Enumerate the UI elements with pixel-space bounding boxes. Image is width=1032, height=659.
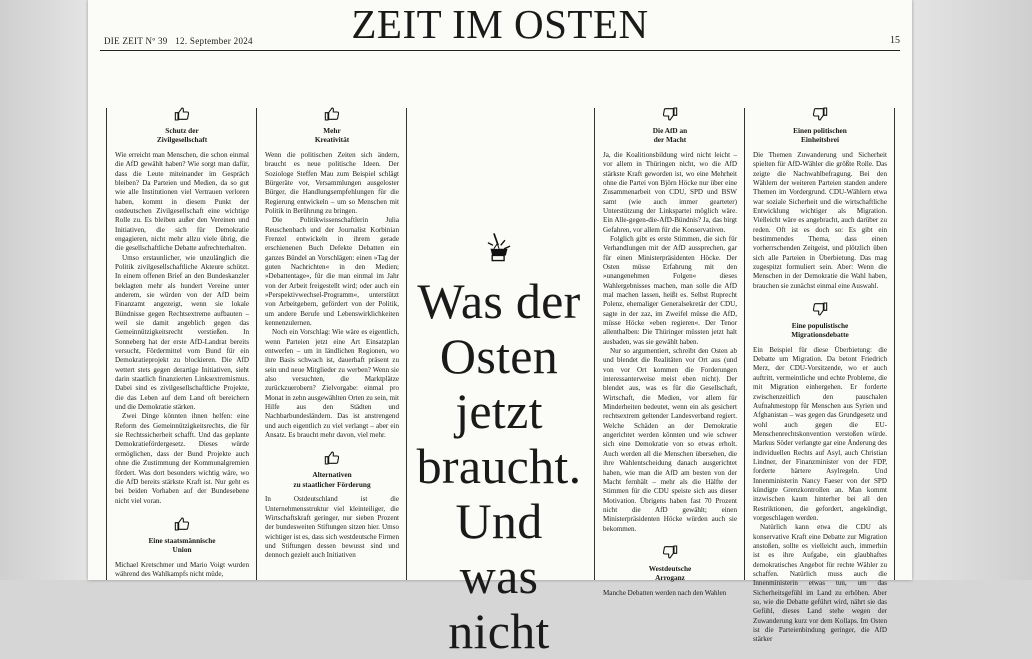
- masthead: ZEIT IM OSTEN: [351, 1, 649, 47]
- scan-edge-right: [912, 0, 1032, 580]
- thumbs-up-icon: [324, 106, 340, 122]
- thumbs-up-icon: [324, 450, 340, 466]
- section-heading: Schutz der Zivilgesellschaft: [156, 126, 208, 145]
- paragraph: Wenn die politischen Zeiten sich ändern, braucht es neue politische Ideen. Der Soziologe Steffen Mau zum Beispiel schlägt Bürgeräte vor, Versammlungen ausgeloster Bürger, die Handlungsempfehlungen für die Regierung entwickeln – um so Menschen mit Politik in Berührung zu bringen.: [265, 150, 399, 215]
- paragraph: Michael Kretschmer und Mario Voigt wurden während des Wahlkampfs nicht müde,: [115, 560, 249, 579]
- column-contra-1: [603, 100, 737, 597]
- thumbs-down-icon: [812, 106, 828, 122]
- headline-line: Was der: [417, 273, 581, 329]
- paragraph: Noch ein Vorschlag: Wie wäre es eigentlich, wenn Parteien jetzt eine Art Einsatzplan entwerfen – um in ländlichen Regionen, wo ihre Basis schwach ist, dauerhaft präsent zu sein und neue Mitglieder zu werben? Wenn sie also versuchten, die Marktplätze zurückzuerobern? Zielvorgabe: einmal pro Monat in zehn ausgewählten Orten zu sein, mit Hilfe aus den Städten und Nachbarbundesländern. Das ist anstrengend und auch eigentlich zu viel verlangt – aber ein Ansatz. Es braucht mehr davon, viel mehr.: [265, 328, 399, 440]
- paragraph: Die Themen Zuwanderung und Sicherheit spielten für AfD-Wähler die größte Rolle. Das zeigte die Nachwahlbefragung. Bei den Wählern der weiteren Parteien standen andere Themen im Vordergrund. CDU-Wählern etwa war soziale Sicherheit und die wirtschaftliche Entwicklung wichtiger als Migration. Vielleicht wäre es angebracht, auch darüber zu reden. Oft ist es doch so: Es gibt ein bestimmendes Thema, dass einen vorherrschenden Zeitgeist, und plötzlich üben sich alle Parteien in Überbietung. Das mag zugespitzt formuliert sein. Aber: Wenn die Menschen in der Demokratie die Wahl haben, brauchen sie zunächst einmal eine Auswahl.: [753, 150, 887, 290]
- section-heading: Alternativen zu staatlicher Förderung: [293, 470, 371, 489]
- column-rule: [594, 108, 595, 580]
- column-rule: [106, 108, 107, 580]
- hand-holding-pen-icon: [482, 230, 516, 264]
- section-heading: Mehr Kreativität: [314, 126, 350, 145]
- thumbs-down-icon: [662, 544, 678, 560]
- page-number: 15: [890, 35, 900, 46]
- paragraph: Die Politikwissenschaftlerin Julia Reuschenbach und der Journalist Korbinian Frenzel entwickeln in ihrem gerade erschienenen Buch Defekte Debatten ein ganzes Bündel an Vorschlägen: einen »Tag der guten Nachrichten« in den Medien; »Debattentage«, für die man einmal im Jahr von der Arbeit freigestellt wird; oder auch ein »Perspektivwechsel-Programm«, unterstützt von Arbeitgebern, gefördert von der Politik, um andere Berufe und Lebenswirklichkeiten kennenzulernen.: [265, 216, 399, 327]
- paragraph: Nur so argumentiert, schreibt den Osten ab und blendet die Realitäten vor Ort aus (und von vor Ort kommen die Forderungen interessanterweise meist eben nicht). Der blendet aus, was es für die Gesellschaft, Wirtschaft, die Medien, vor allem für Minderheiten bedeutet, wenn ein als gesichert rechtsextrem geltender Landesverband regiert. Welche Schäden an der Demokratie angerichtet werden könnten und wie schwer sich eine Demokratie von so etwas erholt. Auch werden all die Menschen übersehen, die ihre Wahlentscheidung danach ausgerichtet haben, wie man die AfD am besten von der Macht fernhält – mehr als die Hälfte der Stimmen für die CDU speiste sich aus dieser Motivation. Übrigens haben fast 70 Prozent nicht die AfD gewählt; einen Ministerpräsidenten Höcke würden auch sie bekommen.: [603, 347, 737, 533]
- section-heading: Die AfD an der Macht: [652, 126, 688, 145]
- scan-edge-left: [0, 0, 88, 580]
- column-rule: [894, 108, 895, 580]
- headline-line: Osten: [439, 328, 559, 384]
- thumbs-up-icon: [174, 516, 190, 532]
- thumbs-down-icon: [662, 106, 678, 122]
- paragraph: Natürlich kann etwa die CDU als konservative Kraft eine Debatte zur Migration anstoßen, sollte es vielleicht auch, immerhin ist es ihre Aufgabe, ein glaubhaftes demokratisches Angebot für rechte Wähler zu schaffen. Natürlich muss auch die Innenministerin etwas tun, um das Sicherheitsgefühl im Land zu erhöhen. Aber so, wie die Debatte geführt wird, nährt sie das Gefühl, dieses Land stehe wegen der Zuwanderung kurz vor dem Kollaps. Im Osten ist die Parteienbindung geringer, die AfD stärker: [753, 523, 887, 644]
- section-heading: Westdeutsche Arroganz: [648, 563, 692, 583]
- newspaper-page: [88, 0, 912, 659]
- issue-line: [104, 36, 253, 46]
- paragraph: Ein Beispiel für diese Überbietung: die Debatte um Migration. Da betont Friedrich Merz, der CDU-Vorsitzende, wo er auch auftritt, vermeintliche und echte Probleme, die mit Migration einhergehen. Er forderte zwischenzeitlich den pauschalen Aufnahmestopp für Menschen aus Syrien und Afghanistan – was gegen das Grundgesetz und wohl auch gegen die EU-Menschenrechtskonvention verstoßen würde. Markus Söder verlangte gar eine Änderung des individuellen Rechts auf Asyl, auch Christian Lindner, der Finanzminister von der FDP, forderte härtere Asylregeln. Und Innenministerin Nancy Faeser von der SPD kündigte Grenzkontrollen an. Man kommt inzwischen kaum hinterher bei all den Restriktionen, die gefordert, angekündigt, vorgeschlagen werden.: [753, 345, 887, 522]
- paragraph: Wie erreicht man Menschen, die schon einmal die AfD gewählt haben? Wie sorgt man dafür, dass die Leute miteinander im Gespräch bleiben? Da Parteien und Medien, da so gut wie alle Institutionen viel Vertrauen verloren haben, kommt in diesem Punkt der ostdeutschen Zivilgesellschaft eine wichtige Rolle zu. Es bleiben außer den Vereinen und Initiativen, die sich für Demokratie engagieren, nicht mehr allzu viele übrig, die die gesellschaftliche Debatte aufrechterhalten.: [115, 150, 249, 253]
- column-rule: [256, 108, 257, 580]
- headline-line: jetzt: [455, 383, 543, 439]
- section-heading: Eine populistische Migrationsdebatte: [791, 320, 849, 340]
- column-rule: [406, 108, 407, 580]
- column-contra-2: [753, 100, 887, 644]
- headline-line: braucht.: [416, 438, 582, 494]
- paragraph: Zwei Dinge könnten ihnen helfen: eine Reform des Gemeinnützigkeitsrechts, die für sie Rechtssicherheit schafft. Und das geplante Demokratiefördergesetz. Dieses würde ermöglichen, dass der Bund Projekte auch ohne die Zustimmung der Kommunalgremien fördert. Was dort besonders wichtig wäre, wo die AfD bereits stärkste Kraft ist. Nur geht es bei beiden Vorhaben auf der Bundesebene nicht viel voran.: [115, 412, 249, 505]
- headline-line: nicht: [448, 603, 550, 659]
- column-rule: [744, 108, 745, 580]
- paragraph: In Ostdeutschland ist die Unternehmensstruktur viel kleinteiliger, die Wirtschaftskraft geringer, nur sieben Prozent der bundesweiten Stiftungen sitzen hier. Umso wichtiger ist es, dass sich westdeutsche Firmen und Stiftungen dessen bewusst sind und dennoch gezielt auch Initiativen: [265, 495, 399, 560]
- column-pro-1: [115, 100, 249, 580]
- thumbs-down-icon: [812, 301, 828, 317]
- masthead-rule: [100, 50, 900, 51]
- headline-line: Und was: [455, 493, 543, 604]
- issue-number: DIE ZEIT Nº 39: [104, 36, 168, 46]
- thumbs-up-icon: [174, 106, 190, 122]
- paragraph: Folglich gibt es erste Stimmen, die sich für Verhandlungen mit der AfD aussprechen, gar für einen Ministerpräsidenten Höcke. Der Osten müsse Erfahrung mit den »unangenehmen Folgen« dieses Wahlergebnisses machen, man solle die AfD mal machen lassen, heißt es. Selbst Ruprecht Polenz, ehemaliger Generalsekretär der CDU, sagte in der zaz, im Zweifel müsse die AfD, müsse Höcke »eben regieren«. Der Tenor allenthalben: Die Thüringer müssten jetzt halt ausbaden, was sie gewählt haben.: [603, 234, 737, 346]
- column-pro-2: [265, 100, 399, 580]
- center-headline-block: [412, 230, 586, 659]
- issue-date: 12. September 2024: [175, 36, 253, 46]
- paragraph: Manche Debatten werden nach den Wahlen: [603, 588, 727, 597]
- paragraph: Umso erstaunlicher, wie unzulänglich die Politik zivilgesellschaftliche Akteure schützt. In einem offenen Brief an den Bundeskanzler beklagten mehr als hundert Vereine unter anderem, sie würden von der AfD beim Finanzamt angezeigt, wenn sie lokale Bündnisse gegen Rechtsextreme aufbauten – weil sie damit angeblich gegen das Gemeinnützigkeitsrecht verstießen. In Sonneberg hat der erste AfD-Landrat bereits versucht, Fördermittel vom Bund für ein Demokratieprojekt zu blockieren. Die AfD wettert stets gegen derartige Initiativen, sieht darin staatlich finanzierten Linksextremismus. Dabei sind es zivilgesellschaftliche Projekte, die das Leben auf dem Land oft bereichern und die Demokratie stärken.: [115, 253, 249, 412]
- section-heading: Einen politischen Einheitsbrei: [793, 126, 847, 145]
- paragraph: Ja, die Koalitionsbildung wird nicht leicht – vor allem in Thüringen nicht, wo die AfD stärkste Kraft geworden ist, wo eine Mehrheit ohne die Partei von Björn Höcke nur über eine Zusammenarbeit von CDU, SPD und BSW samt (wie auch immer gearteter) Unterstützung der Linkspartei möglich wäre. Ein Alle-gegen-die-AfD-Bündnis? Ja, das birgt Gefahren, vor allem für die Konservativen.: [603, 150, 737, 234]
- section-heading: Eine staatsmännische Union: [148, 535, 216, 555]
